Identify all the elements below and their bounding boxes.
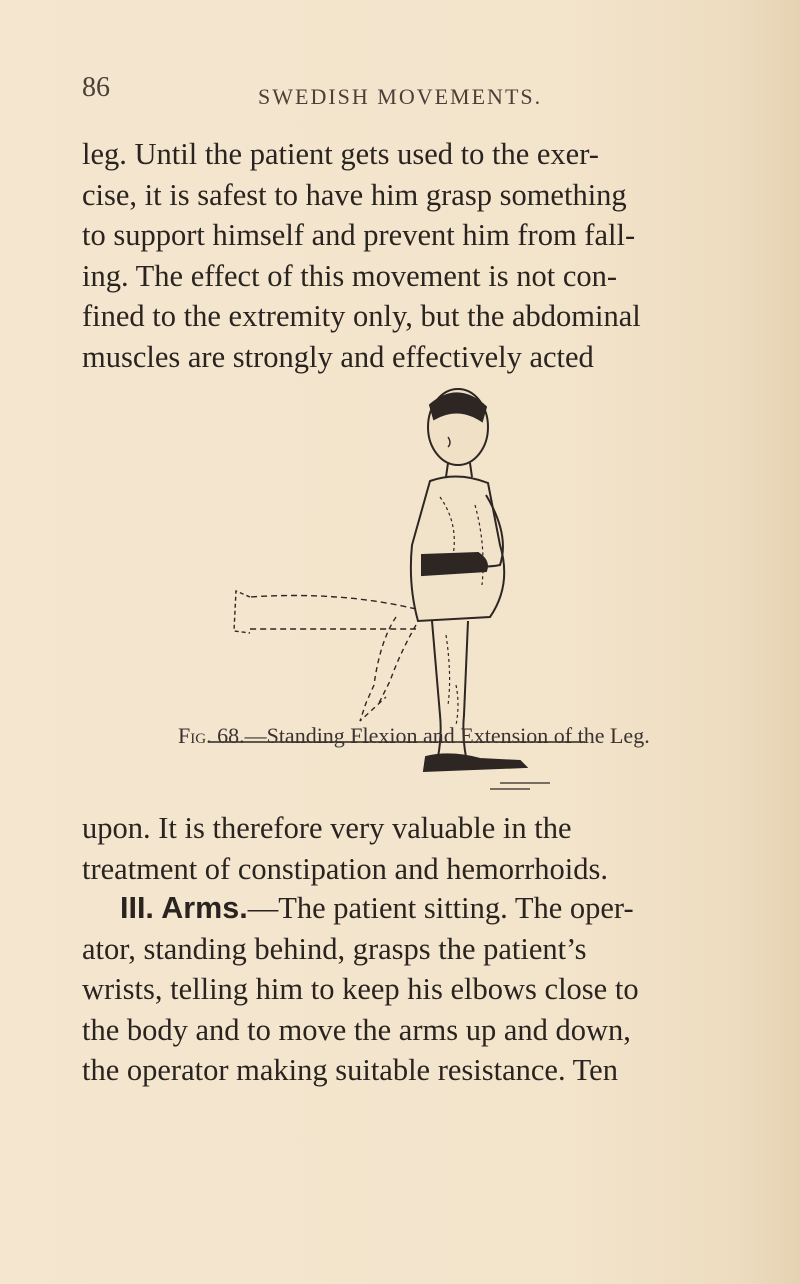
text-line: ator, standing behind, grasps the patient’s [82, 931, 587, 966]
extended-leg-upper [250, 596, 416, 610]
text-line: leg. Until the patient gets used to the exer- [82, 137, 599, 171]
extended-foot [234, 591, 250, 633]
text-line: the body and to move the arms up and down, [82, 1012, 631, 1047]
text-line [82, 888, 702, 929]
paragraph-2 [82, 808, 702, 889]
text-line: wrists, telling him to keep his elbows close to [82, 972, 639, 1006]
leg-shading [446, 635, 458, 725]
shadow-lines [490, 783, 550, 789]
section-heading: III. Arms. [120, 891, 248, 925]
text-line-rest: —The patient sitting. The oper- [247, 891, 634, 925]
page-number: 86 [82, 72, 110, 103]
figure-caption [178, 723, 650, 749]
hands-on-hips [422, 553, 487, 575]
flexed-leg-calf [378, 625, 416, 705]
figure-caption-text: —Standing Flexion and Extension of the Leg. [244, 723, 650, 748]
text-line: treatment of constipation and hemorrhoids. [82, 851, 608, 886]
flexed-leg-shin [360, 617, 396, 721]
text-line: fined to the extremity only, but the abdominal [82, 299, 641, 333]
text-line: to support himself and prevent him from fall- [82, 218, 636, 252]
paragraph-1 [82, 134, 702, 377]
text-line: muscles are strongly and effectively acted [82, 339, 594, 374]
text-line: upon. It is therefore very valuable in the [82, 811, 572, 845]
torso [411, 476, 504, 621]
text-line: cise, it is safest to have him grasp something [82, 177, 627, 212]
paragraph-3 [82, 888, 702, 1091]
figure-label: Fig. 68. [178, 723, 245, 748]
foot [424, 754, 526, 771]
text-line: the operator making suitable resistance. Ten [82, 1053, 618, 1087]
running-head: SWEDISH MOVEMENTS. [258, 84, 543, 109]
text-line: ing. The effect of this movement is not con- [82, 258, 618, 293]
